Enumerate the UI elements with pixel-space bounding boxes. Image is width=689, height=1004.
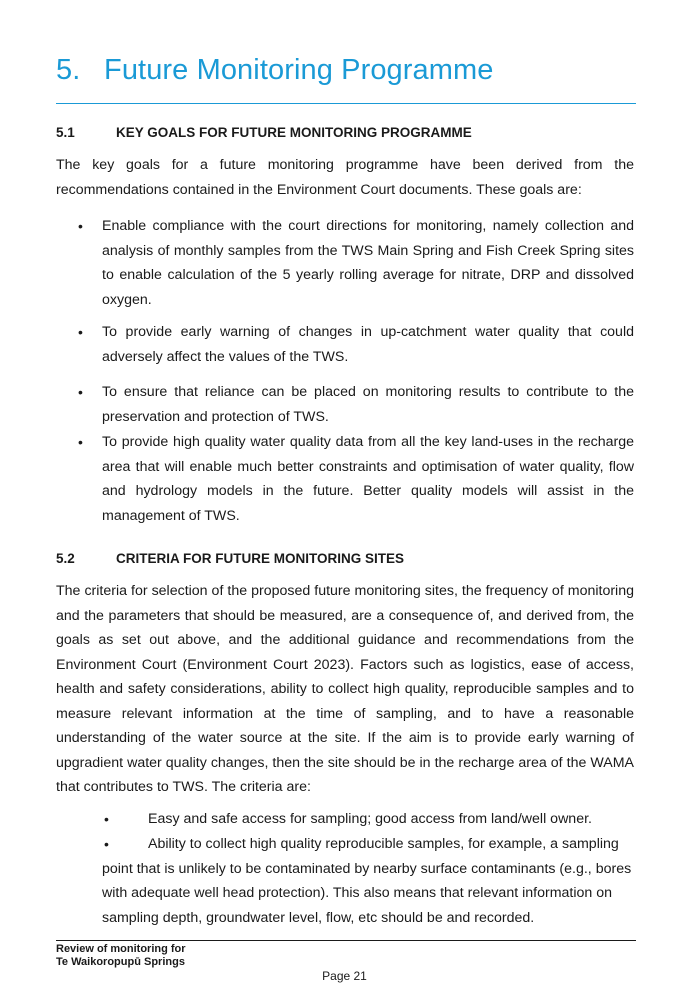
section-heading-5-1 <box>56 125 636 140</box>
title-divider <box>56 103 636 104</box>
list-item <box>78 430 634 528</box>
page-number: Page 21 <box>322 969 367 983</box>
bullet-icon: • <box>78 324 83 340</box>
bullet-icon: • <box>78 434 83 450</box>
footer-document-title <box>56 943 186 969</box>
bullet-icon: • <box>78 384 83 400</box>
list-item <box>102 832 634 930</box>
chapter-title-text: Future Monitoring Programme <box>104 54 494 86</box>
section-number: 5.2 <box>56 551 75 566</box>
list-item <box>78 214 634 312</box>
bullet-icon: • <box>78 218 83 234</box>
goal-text: To provide early warning of changes in up-catchment water quality that could adversely affect the values of the TWS. <box>102 324 634 365</box>
list-item <box>78 380 634 429</box>
list-item <box>102 807 634 832</box>
footer-divider <box>56 940 636 941</box>
criterion-text: Easy and safe access for sampling; good access from land/well owner. <box>148 811 592 827</box>
footer-line-2: Te Waikoropupū Springs <box>56 956 185 968</box>
section-heading-text: KEY GOALS FOR FUTURE MONITORING PROGRAMME <box>116 125 472 140</box>
chapter-title <box>56 54 636 87</box>
criterion-text: Ability to collect high quality reproducible samples, for example, a sampling point that is unlikely to be contaminated by nearby surface contaminants (e.g., bores with adequate well head protection). This also means that relevant information on sampling depth, groundwater level, flow, etc should be and recorded. <box>102 836 632 926</box>
section-number: 5.1 <box>56 125 75 140</box>
bullet-icon: • <box>104 836 109 852</box>
footer-line-1: Review of monitoring for <box>56 943 186 955</box>
section-heading-5-2 <box>56 551 636 566</box>
goal-text: To ensure that reliance can be placed on monitoring results to contribute to the preservation and protection of TWS. <box>102 384 634 425</box>
goal-text: Enable compliance with the court directions for monitoring, namely collection and analysis of monthly samples from the TWS Main Spring and Fish Creek Spring sites to enable calculation of the 5 yearly rolling average for nitrate, DRP and dissolved oxygen. <box>102 218 634 308</box>
section-5-2-intro: The criteria for selection of the proposed future monitoring sites, the frequency of monitoring and the parameters that should be measured, are a consequence of, and derived from, the goals as set out above, and the additional guidance and recommendations from the Environment Court (Environment Court 2023). Factors such as logistics, ease of access, health and safety considerations, ability to collect high quality, reproducible samples and to measure relevant information at the time of sampling, and to have a reasonable understanding of the water source at the site. If the aim is to provide early warning of upgradient water quality changes, then the site should be in the recharge area of the WAMA that contributes to TWS. The criteria are: <box>56 583 634 795</box>
section-5-1-intro: The key goals for a future monitoring programme have been derived from the recommendations contained in the Environment Court documents. These goals are: <box>56 157 634 198</box>
chapter-number: 5. <box>56 54 81 86</box>
list-item <box>78 320 634 369</box>
section-heading-text: CRITERIA FOR FUTURE MONITORING SITES <box>116 551 405 566</box>
goal-text: To provide high quality water quality data from all the key land-uses in the recharge area that will enable much better constraints and optimisation of water quality, flow and hydrology models in the future. Better quality models will assist in the management of TWS. <box>102 434 634 524</box>
bullet-icon: • <box>104 811 109 827</box>
